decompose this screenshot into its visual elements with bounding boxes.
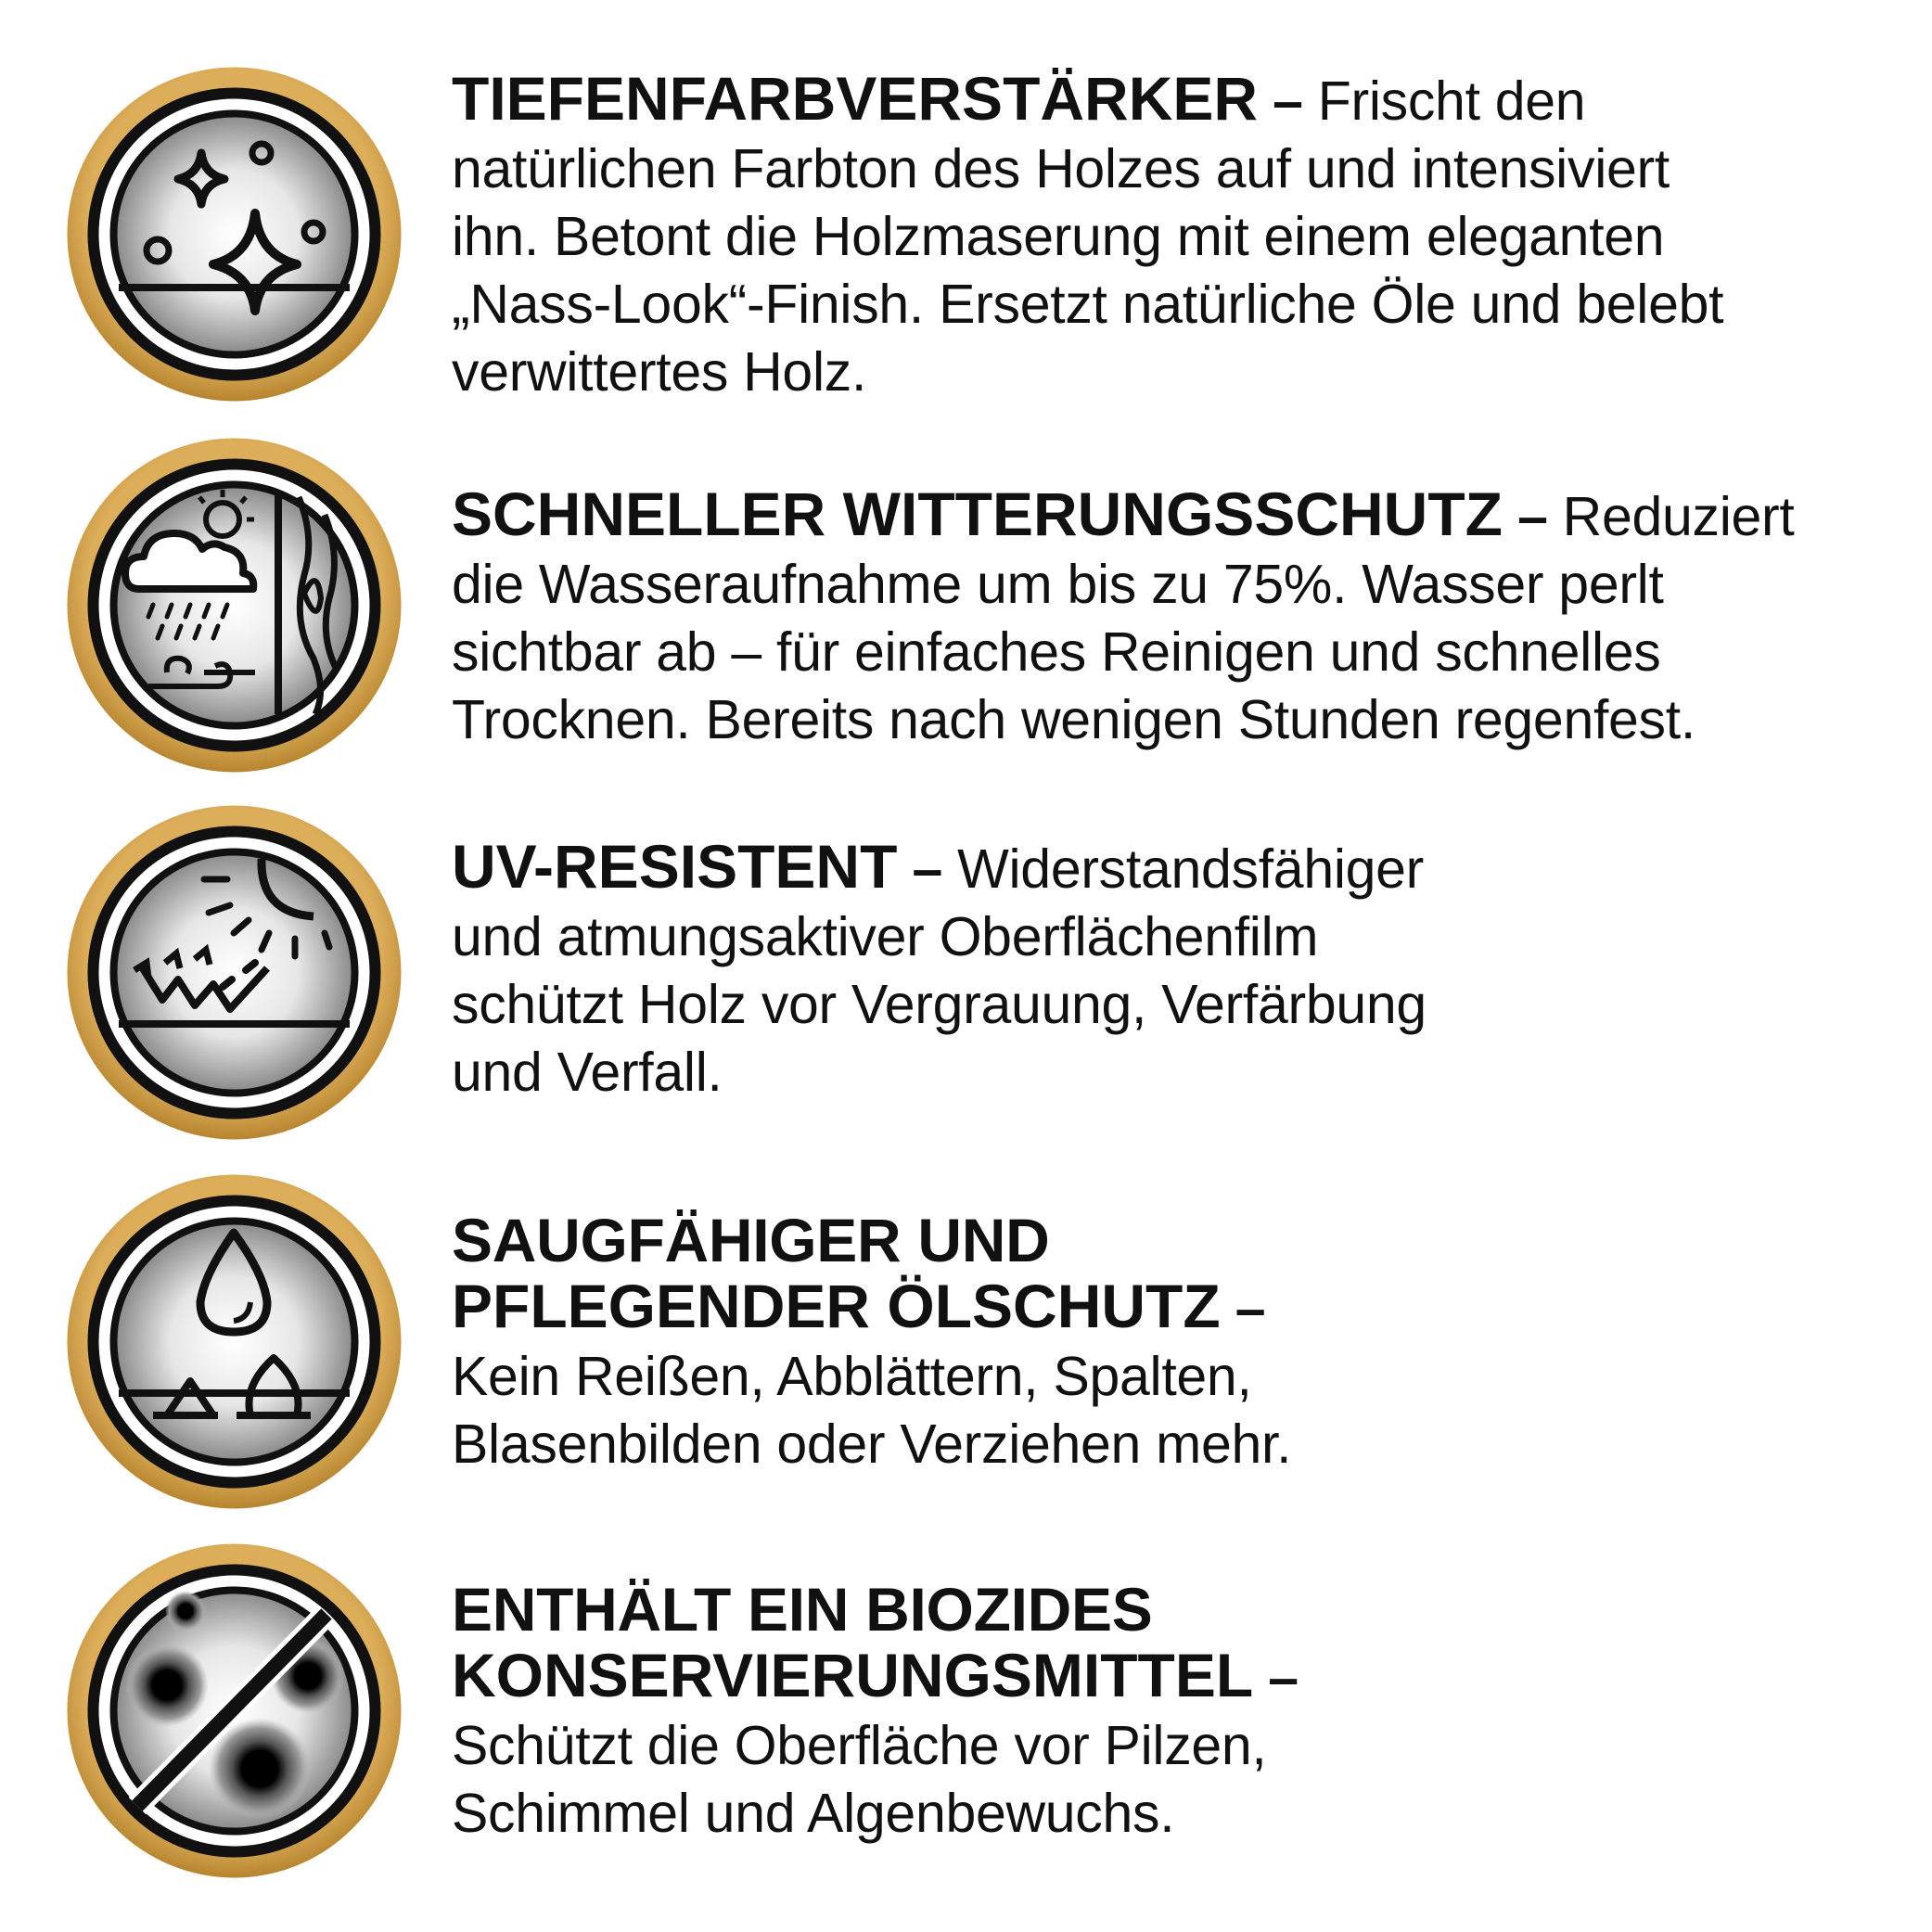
feature-3-line-3: und Verfall. <box>452 1042 723 1103</box>
feature-5-title-line-1: ENTHÄLT EIN BIOZIDES <box>452 1575 1153 1644</box>
feature-4-dash: – <box>1235 1278 1266 1339</box>
feature-3-title: UV-RESISTENT <box>452 832 898 901</box>
feature-1-line-1: natürlichen Farbton des Holzes auf und intensiviert <box>452 138 1670 199</box>
feature-1-text <box>452 65 1723 406</box>
feature-3-line-1: und atmungsaktiver Oberflächenfilm <box>452 906 1319 967</box>
feature-3-dash: – <box>912 838 943 900</box>
feature-1-line-4: verwittertes Holz. <box>452 341 867 403</box>
feature-2-title: SCHNELLER WITTERUNGSSCHUTZ <box>452 480 1503 548</box>
feature-5-dash: – <box>1268 1647 1299 1708</box>
uv-sun-icon <box>65 803 403 1142</box>
feature-2-line-1: die Wasseraufnahme um bis zu 75%. Wasser perlt <box>452 554 1664 615</box>
feature-4-title-line-2: PFLEGENDER ÖLSCHUTZ <box>452 1272 1221 1340</box>
feature-5-text <box>452 1577 1299 1848</box>
sparkle-icon <box>65 65 403 403</box>
feature-3-text <box>452 833 1427 1107</box>
feature-2-text <box>452 480 1794 754</box>
feature-3-line-2: schützt Holz vor Vergrauung, Verfärbung <box>452 974 1427 1035</box>
feature-2-line-2: sichtbar ab – für einfaches Reinigen und schnelles <box>452 621 1661 683</box>
feature-2-dash: – <box>1517 486 1548 547</box>
feature-5-line-0: Schützt die Oberfläche vor Pilzen, <box>452 1715 1267 1776</box>
feature-1-line-3: „Nass-Look“-Finish. Ersetzt natürliche Öle und belebt <box>452 274 1724 335</box>
feature-4-line-1: Blasenbilden oder Verziehen mehr. <box>452 1414 1292 1475</box>
weather-wood-icon <box>65 436 403 774</box>
feature-5-line-1: Schimmel und Algenbewuchs. <box>452 1783 1175 1844</box>
feature-1-title: TIEFENFARBVERSTÄRKER <box>452 64 1259 133</box>
feature-1-dash: – <box>1273 70 1303 132</box>
feature-4-title-line-1: SAUGFÄHIGER UND <box>452 1206 1050 1274</box>
feature-3-line-0: Widerstandsfähiger <box>957 838 1425 900</box>
feature-1-line-2: ihn. Betont die Holzmaserung mit einem eleganten <box>452 206 1665 267</box>
feature-4-line-0: Kein Reißen, Abblättern, Spalten, <box>452 1346 1252 1407</box>
no-mold-icon <box>65 1542 403 1880</box>
feature-2-line-3: Trocknen. Bereits nach wenigen Stunden regenfest. <box>452 689 1695 750</box>
oil-drop-icon <box>65 1172 403 1511</box>
feature-1-line-0: Frischt den <box>1317 70 1586 132</box>
feature-5-title-line-2: KONSERVIERUNGSMITTEL <box>452 1641 1254 1709</box>
feature-4-text <box>452 1208 1291 1478</box>
feature-2-line-0: Reduziert <box>1562 486 1795 547</box>
